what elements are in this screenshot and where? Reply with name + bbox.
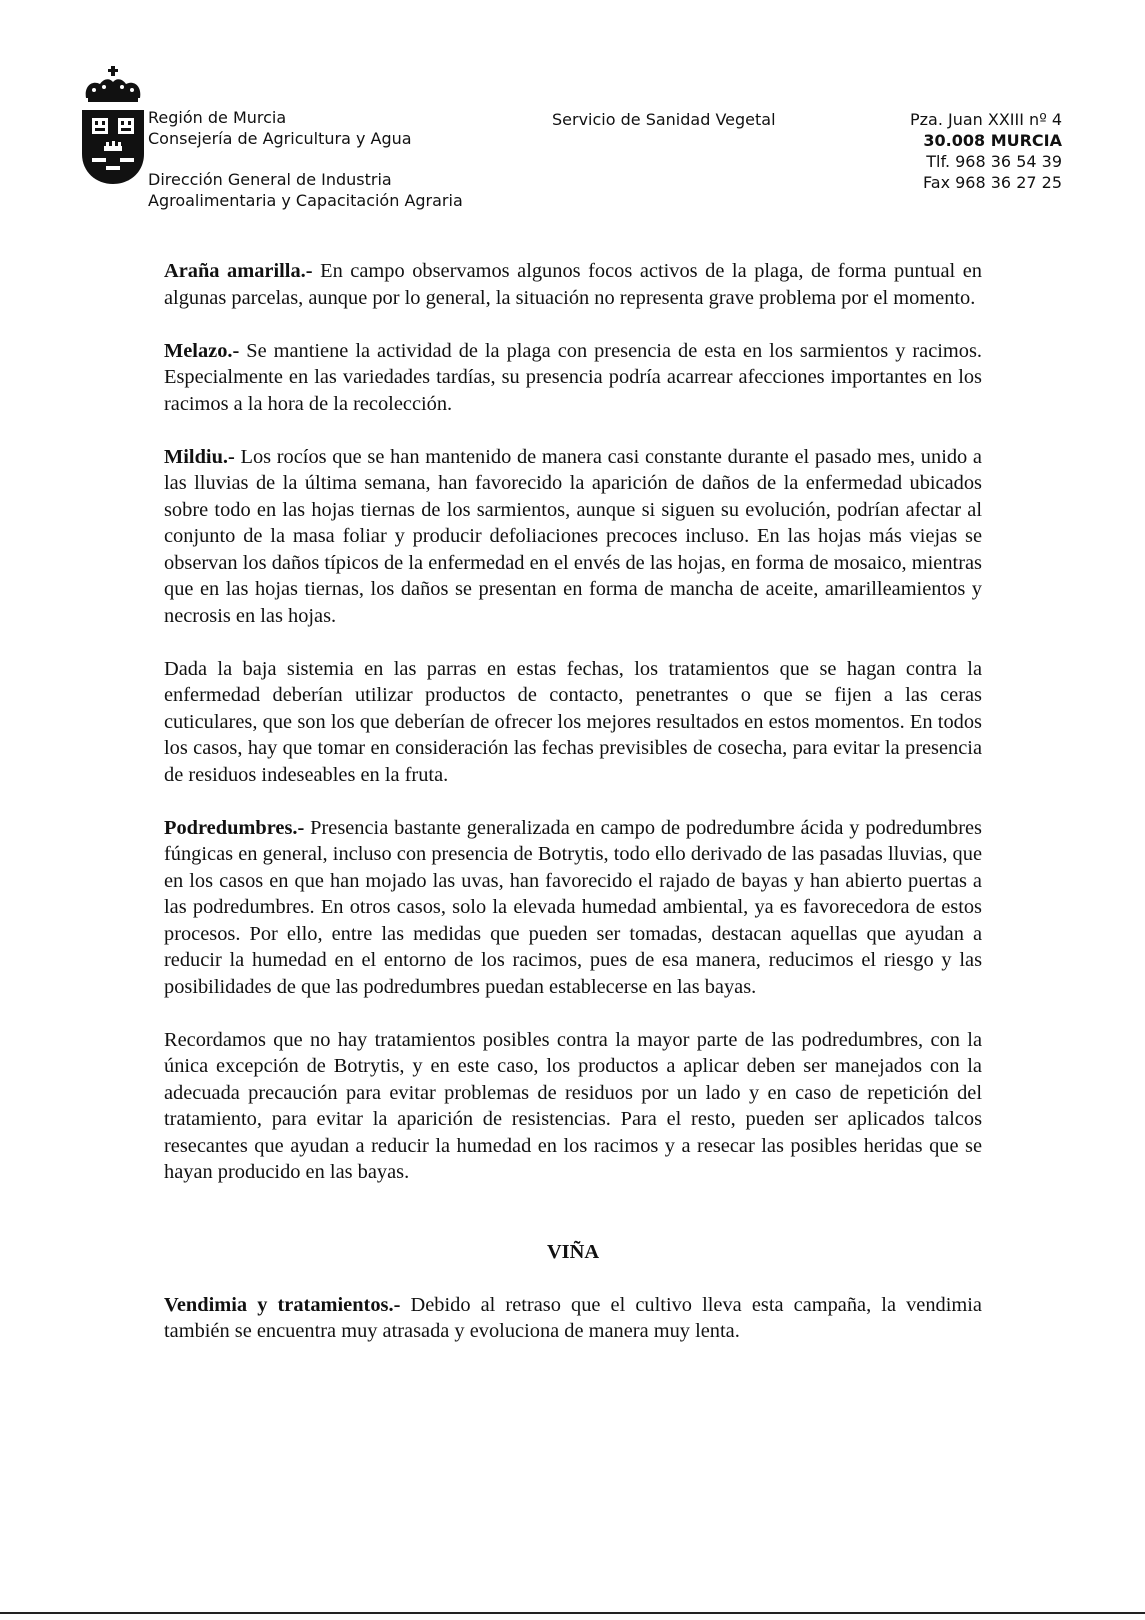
contact-city: 30.008 MURCIA [923,131,1062,150]
heading-melazo: Melazo.- [164,339,240,362]
paragraph-mildiu [164,444,982,630]
paragraph-podredumbres-treatment: Recordamos que no hay tratamientos posibles contra la mayor parte de las podredumbres, con la única excepción de Botrytis, y en este caso, los productos a aplicar deben ser manejados con la adecuada precaución para evitar problemas de residuos por un lado y en caso de repetición del tratamiento, para evitar la aparición de resistencias. Para el resto, pueden ser aplicados talcos resecantes que ayudan a reducir la humedad en los racimos y a resecar las posibles heridas que se hayan producido en las bayas. [164,1028,982,1183]
paragraph-podredumbres [164,815,982,1001]
paragraph-mildiu-treatment: Dada la baja sistemia en las parras en estas fechas, los tratamientos que se hagan contra la enfermedad deberían utilizar productos de contacto, penetrantes o que se fijen a las ceras cuticulares, que son los que deberían de ofrecer los mejores resultados en estos momentos. En todos los casos, hay que tomar en consideración las fechas previsibles de cosecha, para evitar la presencia de residuos indeseables en la fruta. [164,657,982,786]
letterhead [0,0,1145,220]
text-melazo: Se mantiene la actividad de la plaga con presencia de esta en los sarmientos y racimos. Especialmente en las variedades tardías, su presencia podría acarrear afecciones importantes en los racimos a la hora de la recolección. [164,339,982,415]
org-directorate-cont: Agroalimentaria y Capacitación Agraria [148,191,463,210]
text-arana: En campo observamos algunos focos activos de la plaga, de forma puntual en algunas parcelas, aunque por lo general, la situación no representa grave problema por el momento. [164,260,982,309]
paragraph-melazo [164,338,982,418]
contact-phone: Tlf. 968 36 54 39 [926,152,1062,171]
paragraph-arana [164,258,982,311]
section-title: VIÑA [546,1240,600,1263]
heading-arana: Araña amarilla.- [164,260,313,282]
organization-block [148,107,463,211]
service-name: Servicio de Sanidad Vegetal [552,110,776,129]
org-department: Consejería de Agricultura y Agua [148,129,412,148]
paragraph-vendimia [164,1292,982,1345]
text-mildiu: Los rocíos que se han mantenido de manera casi constante durante el pasado mes, unido a las lluvias de la última semana, han favorecido la aparición de daños de la enfermedad ubicados sobre todo en las hojas tiernas de los sarmientos, aunque si siguen su evolución, podrían afectar al conjunto de la masa foliar y producir defoliaciones precoces incluso. En las hojas más viejas se observan los daños típicos de la enfermedad en el envés de las hojas, en forma de mosaico, mientras que en las hojas tiernas, los daños se presentan en forma de mancha de aceite, amarilleamientos y necrosis en las hojas. [164,445,982,627]
contact-fax: Fax 968 36 27 25 [923,173,1062,192]
heading-vendimia: Vendimia y tratamientos.- [164,1293,401,1316]
region-crest-icon [82,66,144,190]
contact-address: Pza. Juan XXIII nº 4 [909,110,1062,129]
page-bottom-rule [0,1612,1145,1614]
document-body [164,258,982,1371]
heading-mildiu: Mildiu.- [164,445,235,468]
text-vendimia: Debido al retraso que el cultivo lleva esta campaña, la vendimia también se encuentra muy atrasada y evoluciona de manera muy lenta. [164,1293,982,1342]
org-directorate: Dirección General de Industria [148,170,392,189]
heading-podredumbres: Podredumbres.- [164,816,305,839]
contact-block [910,109,1062,193]
text-podredumbres: Presencia bastante generalizada en campo de podredumbre ácida y podredumbres fúngicas en general, incluso con presencia de Botrytis, todo ello derivado de las pasadas lluvias, que en los casos en que han mojado las uvas, han favorecido el rajado de bayas y han abierto puertas a las podredumbres. En otros casos, solo la elevada humedad ambiental, ya es favorecedora de estos procesos. Por ello, entre las medidas que pueden ser tomadas, destacan aquellas que ayudan a reducir la humedad en el entorno de los racimos, pues de esa manera, reducimos el riesgo y las posibilidades de que las podredumbres puedan establecerse en las bayas. [164,816,982,998]
org-region: Región de Murcia [148,108,287,127]
